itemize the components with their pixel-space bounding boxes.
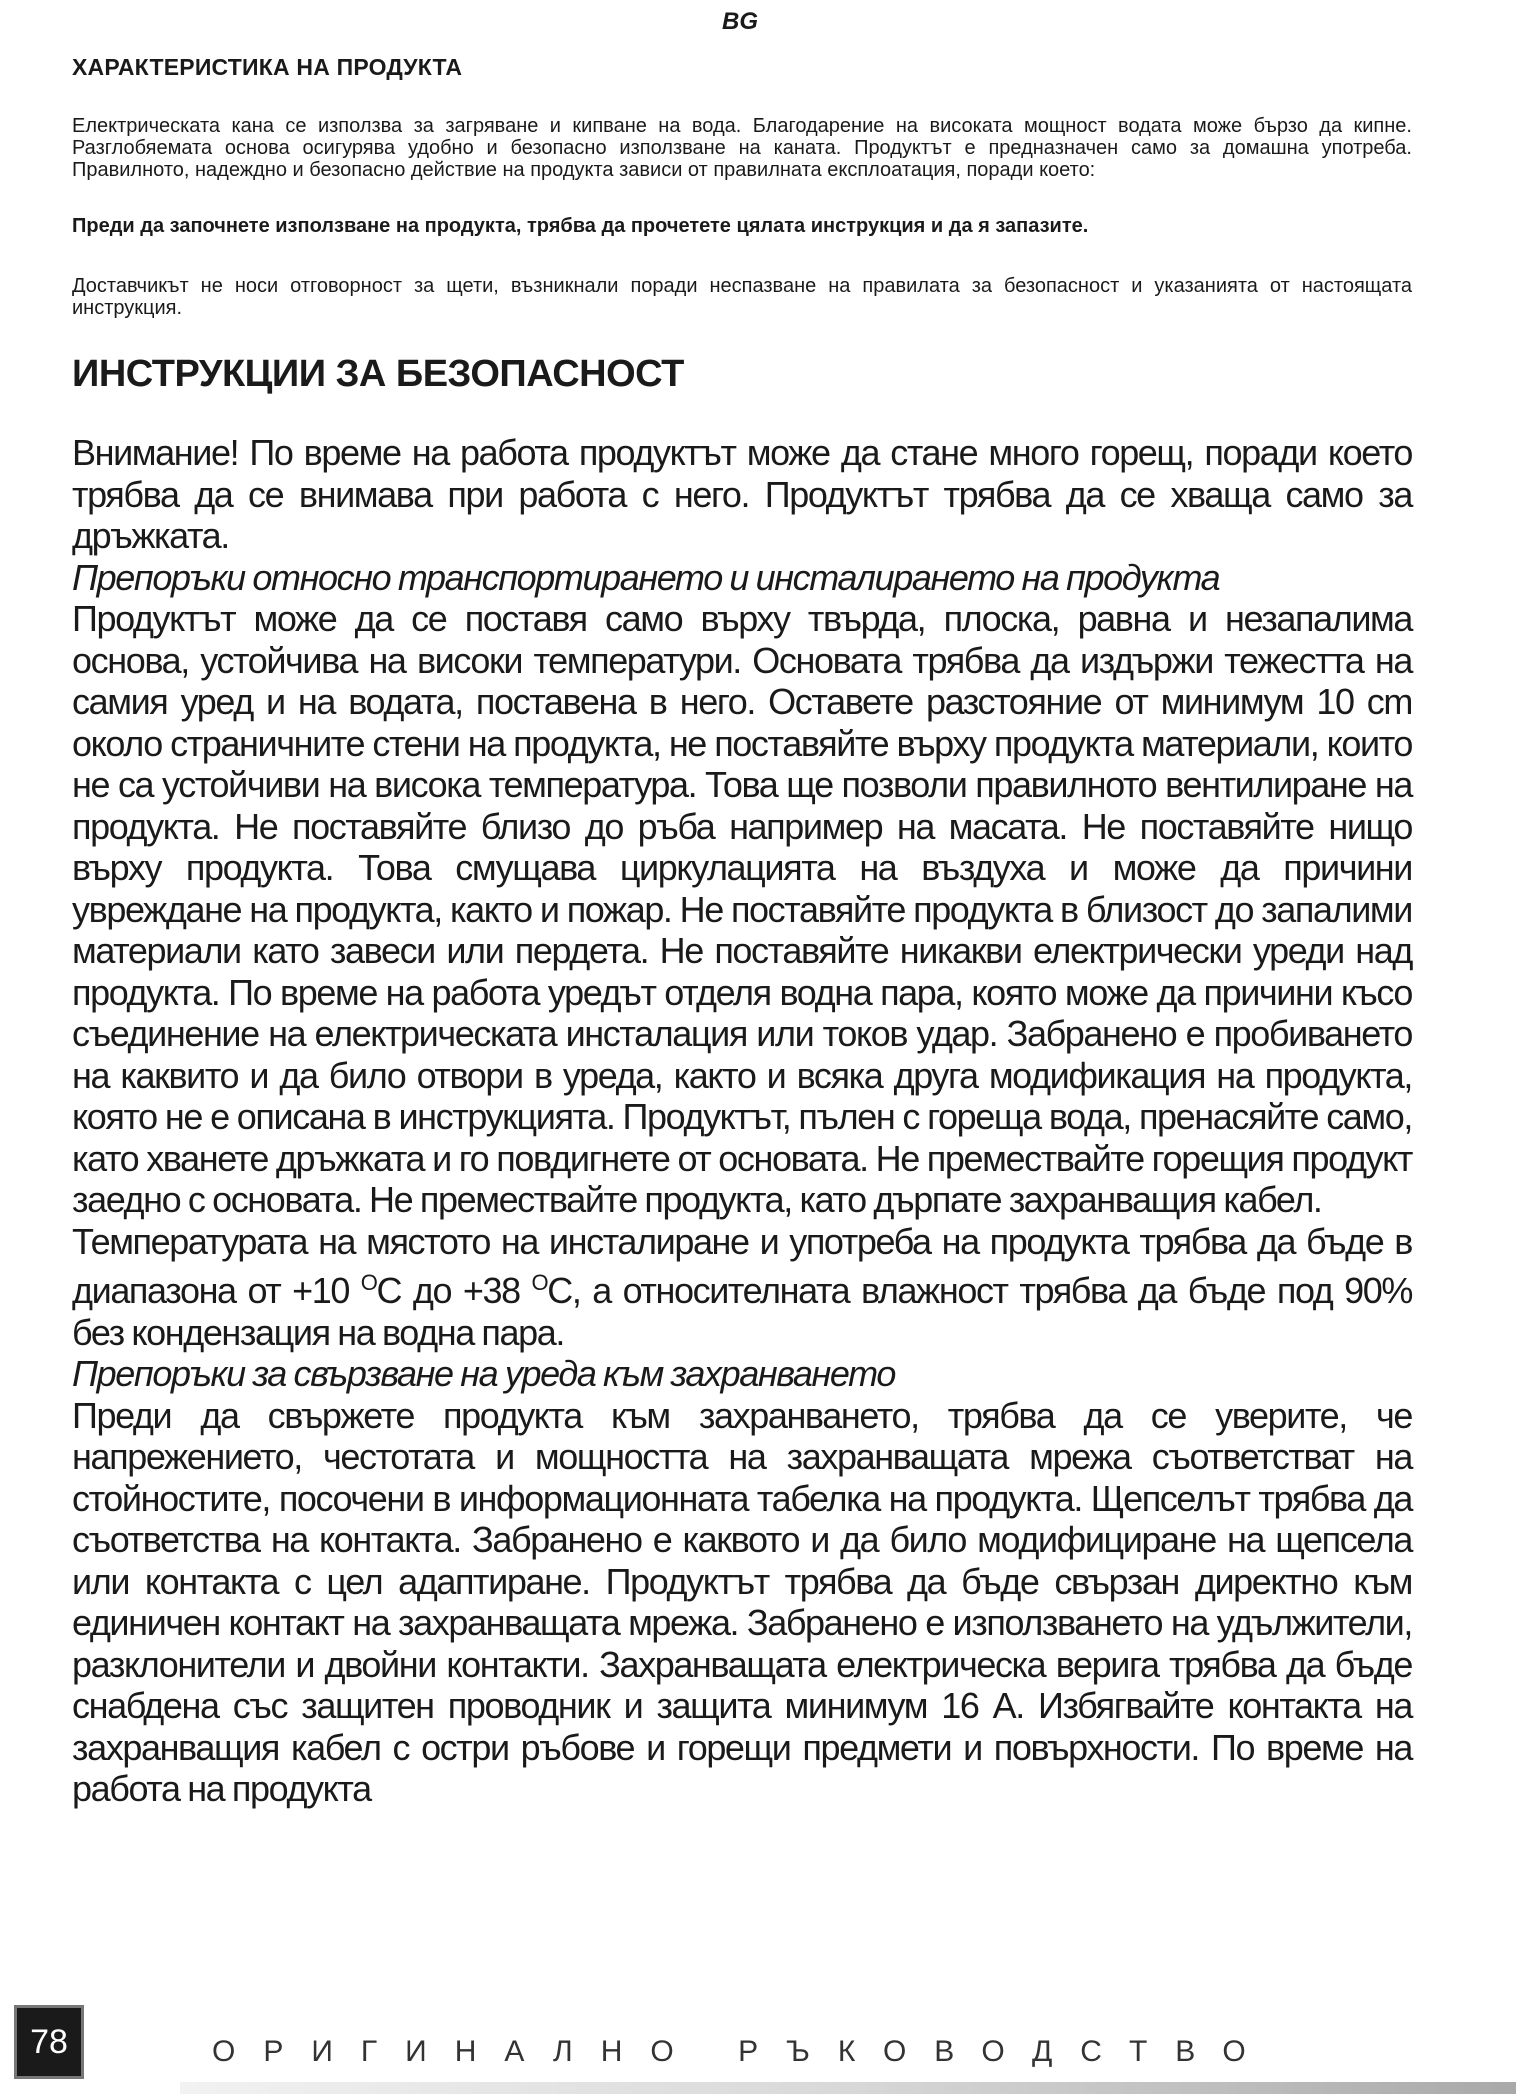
temperature-text-end: C, а относителната влажност трябва да бъде под 90% без кондензация на водна пара. <box>72 1270 1413 1353</box>
product-characteristics-title: ХАРАКТЕРИСТИКА НА ПРОДУКТА <box>72 54 463 80</box>
page-content <box>72 54 1412 1810</box>
degree-symbol: O <box>531 1270 548 1295</box>
footer-gradient-bar <box>180 2082 1516 2094</box>
warning-paragraph: Внимание! По време на работа продуктът може да стане много горещ, поради което трябва да се внимава при работа с него. Продуктът трябва да се хваща само за дръжката. <box>72 432 1412 556</box>
product-intro-paragraph: Електрическата кана се използва за загряване и кипване на вода. Благодарение на високата мощност водата може бързо да кипне. Разглобяемата основа осигурява удобно и безопасно използване на каната. Продуктът е предназначен само за домашна употреба. Правилното, надеждно и безопасно действие на продукта зависи от правилната експлоатация, поради което: <box>72 115 1412 181</box>
temperature-text-start: Температурата на мястото на инсталиране и употреба на продукта трябва да бъде в диапазона от +10 <box>72 1220 1412 1311</box>
safety-instructions-title: ИНСТРУКЦИИ ЗА БЕЗОПАСНОСТ <box>72 353 684 395</box>
temperature-text-mid: C до +38 <box>376 1270 532 1311</box>
power-subheading: Препоръки за свързване на уреда към захранването <box>72 1353 895 1394</box>
read-instructions-note: Преди да започнете използване на продукта, трябва да прочетете цялата инструкция и да я запазите. <box>72 215 1089 237</box>
language-tag: BG <box>722 8 758 35</box>
supplier-liability-note: Доставчикът не носи отговорност за щети, възникнали поради неспазване на правилата за безопасност и указанията от настоящата инструкция. <box>72 275 1412 319</box>
original-manual-label: ОРИГИНАЛНО РЪКОВОДСТВО <box>212 2035 1274 2068</box>
degree-symbol: O <box>360 1270 377 1295</box>
temperature-paragraph <box>72 1221 1412 1354</box>
page-number: 78 <box>14 2005 84 2079</box>
transport-subheading: Препоръки относно транспортирането и инсталирането на продукта <box>72 556 1220 598</box>
transport-paragraph: Продуктът може да се поставя само върху твърда, плоска, равна и незапалима основа, устойчива на високи температури. Основата трябва да издържи тежестта на самия уред и на водата, поставена в него. Оставете разстояние от минимум 10 cm около страничните стени на продукта, не поставяйте върху продукта материали, които не са устойчиви на висока температура. Това ще позволи правилното вентилиране на продукта. Не поставяйте близо до ръба например на масата. Не поставяйте нищо върху продукта. Това смущава циркулацията на въздуха и може да причини увреждане на продукта, както и пожар. Не поставяйте продукта в близост до запалими материали като завеси или пердета. Не поставяйте никакви електрически уреди над продукта. По време на работа уредът отделя водна пара, която може да причини късо съединение на електрическата инсталация или токов удар. Забранено е пробиването на каквито и да било отвори в уреда, както и всяка друга модификация на продукта, която не е описана в инструкцията. Продуктът, пълен с гореща вода, пренасяйте само, като хванете дръжката и го повдигнете от основата. Не премествайте горещия продукт заедно с основата. Не премествайте продукта, като дърпате захранващия кабел. <box>72 598 1412 1220</box>
power-paragraph: Преди да свържете продукта към захранването, трябва да се уверите, че напрежението, честотата и мощността на захранващата мрежа съответстват на стойностите, посочени в информационната табелка на продукта. Щепселът трябва да съответства на контакта. Забранено е каквото и да било модифициране на щепсела или контакта с цел адаптиране. Продуктът трябва да бъде свързан директно към единичен контакт на захранващата мрежа. Забранено е използването на удължители, разклонители и двойни контакти. Захранващата електрическа верига трябва да бъде снабдена със защитен проводник и защита минимум 16 А. Избягвайте контакта на захранващия кабел с остри ръбове и горещи предмети и повърхности. По време на работа на продукта <box>72 1394 1412 1809</box>
safety-body <box>72 432 1412 1810</box>
